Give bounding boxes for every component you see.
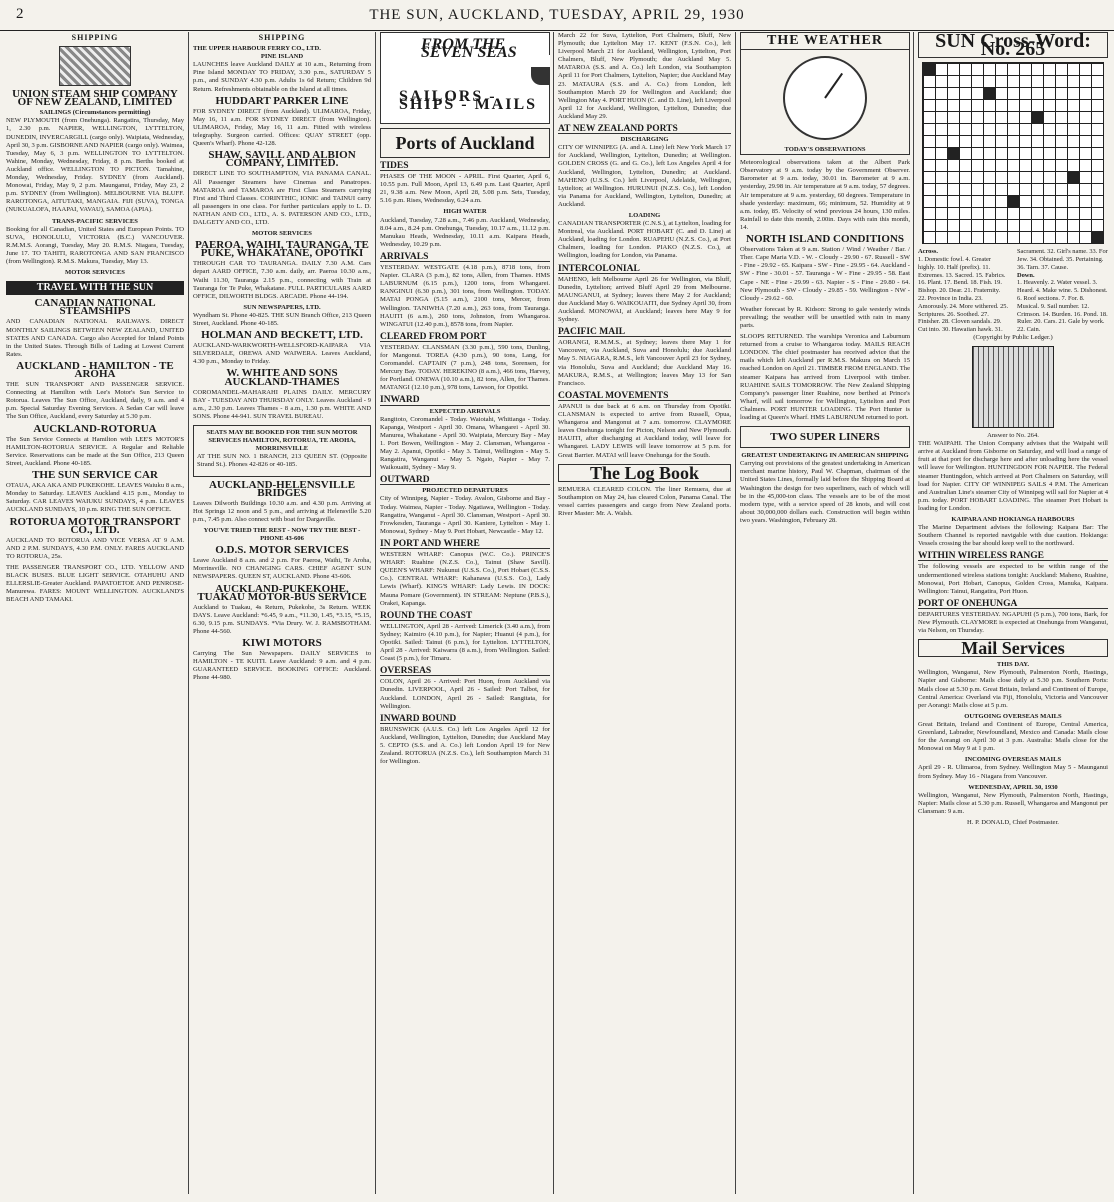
ods-title: O.D.S. MOTOR SERVICES [215, 544, 349, 557]
barometer-dial-icon [783, 56, 867, 140]
holman-beckett-text: AUCKLAND-WARKWORTH-WELLSFORD-KAIPARA VIA SILVERDALE, OREWA AND WAIWERA. Leaves Auckland, 4.30 p.m., Monday to Friday. [193, 342, 371, 366]
round-coast-text: WELLINGTON, April 28 - Arrived: Limerick (3.40 a.m.), from Sydney; Kaimiro (4.10 p.m.), for Napier; Huanui (4 p.m.), for Opotiki. Sailed: Tainui (6 p.m.), for Lyttelton. LYTTELTON, April 28 - Arrived: Kaiwarra (8 a.m.), from Wellington. Sailed: Coast (5 p.m.), for Timaru. [380, 622, 550, 663]
ni-conditions-text: Observations Taken at 9 a.m. Station / Wind / Weather / Bar. / Ther. Cape Maria V.D. - W. - Cloudy - 29.90 - 67. Russell - SW - Fine - 29.92 - 65. Kaipara - SW - Fine - 29.95 - 64. Auckland - SW - Fine - 30.01 - 57. Tauranga - W - Fine - 29.95 - 58. East Cape - NE - Fine - 29.99 - 63. Napier - S - Fine - 29.80 - 64. New Plymouth - SW - Cloudy - 29.85 - 59. Wellington - NW - Cloudy - 29.62 - 60. [740, 246, 910, 302]
observations-text: Meteorological observations taken at the Albert Park Observatory at 9 a.m. today by the Government Observer. Barometer at 9 a.m. today, 30.01 in. Barometer at 9 a.m. yesterday, 29.98 in. Air temperature at 9 a.m. today, 57 degrees. Air temperature at 9 a.m. yesterday, 60 degrees. Temperature in shade yesterday: maximum, 66; minimum, 52. Humidity at 9 a.m. today, 85. Velocity of wind previous 24 hours, 130 miles. Rainfall to date this month, 2.00in. Days with rain this month, 14. [740, 159, 910, 231]
ports-of-auckland-title: Ports of Auckland [380, 128, 550, 158]
nz-ports-header: AT NEW ZEALAND PORTS [558, 125, 731, 134]
wireless-text: The following vessels are expected to be within range of the undermentioned wireless stations tonight: Auckland: Maheno, Ruahine, Monowai, Port Hobart, Canopus, Golden Cross, Manuka, Kaipara. Wellington: Tainui, Rangatira, Port Huon. [918, 563, 1108, 595]
shaw-savill-title: SHAW, SAVILL AND ALBION COMPANY, LIMITED. [208, 149, 356, 170]
grid-block [947, 147, 959, 159]
crossword-copyright: (Copyright by Public Ledger.) [973, 333, 1053, 341]
answer-grid [972, 346, 1054, 428]
onehunga-header: PORT OF ONEHUNGA [918, 600, 1108, 609]
down-label: Down. [1017, 271, 1035, 279]
upper-harbour-title: THE UPPER HARBOUR FERRY CO., LTD. [193, 45, 321, 53]
incoming-mails-label: INCOMING OVERSEAS MAILS [964, 756, 1062, 764]
crossword-title: SUN Cross-Word: No. 265 [918, 32, 1108, 58]
column-rule [188, 32, 189, 1194]
inward-header: INWARD [380, 396, 550, 405]
seats-title: SEATS MAY BE BOOKED FOR THE SUN MOTOR SERVICES HAMILTON, ROTORUA, TE AROHA, MORRINSVILLE [206, 429, 358, 453]
overseas-text: COLON, April 26 - Arrived: Port Huon, from Auckland via Dunedin. LIVERPOOL, April 26 - Sailed: Port Talbot, for Auckland. LONDON, April 26 - Sailed: Rangitata, for Wellington. [380, 678, 550, 710]
column-crossword [918, 32, 1108, 1192]
loading-label: LOADING [628, 211, 661, 219]
sun-service-car-text: OTAUA, AKA AKA AND PUKEKOHE. LEAVES Waiuku 8 a.m., Monday to Saturday. LEAVES Auckland 4.15 p.m., Monday to Saturday. CAR LEAVES WAIUKU SUNDAYS, 4 p.m. LEAVES AUCKLAND SUNDAYS, 10 p.m. RING THE SUN OFFICE. [6, 482, 184, 514]
kaipara-title: KAIPARA AND HOKIANGA HARBOURS [951, 515, 1075, 523]
super-liners-box [740, 426, 910, 448]
expected-arrivals-text: Rangitoto, Coromandel - Today. Waiotahi, Whitianga - Today. Kapanga, Westport - April 30. Omana, Whangarei - April 30. Manurea, Whakatane - April 30. Waipiata, Mercury Bay - May 1. Port Bowen, Wellington - May 2. Clansman, Whangaroa - May 2. Apanui, Opotiki - May 3. Tainui, Wellington - May 5. Rangatira, Wanganui - May 5. Ngaio, Napier - May 7. Waikouaiti, Sydney - May 9. [380, 415, 550, 472]
this-day-label: THIS DAY. [996, 661, 1030, 669]
inward-bound-continued-text: March 22 for Suva, Lyttelton, Port Chalmers, Bluff, New Plymouth; due Lyttelton May 17. KENT (F.S.N. Co.), left Liverpool March 21 for Auckland, Wellington, Lyttelton, Port Chalmers, Bluff, New Plymouth; due Auckland May 5. MATAROA (S.S. and A. Co.) left London, via Southampton April 11 for Port Chalmers, Lyttelton, Napier; due Auckland May 23. MATAURA (S.S. and A. Co.) from London, left Southampton March 29 for Wellington and Auckland; due Wellington May 4. PORT HUON (C. and D. Line), left Liverpool April 12 for Auckland, Wellington, Lyttelton, Dunedin; due Auckland May 29. [558, 32, 731, 120]
union-title: UNION STEAM SHIP COMPANY OF NEW ZEALAND, LIMITED [12, 88, 178, 109]
answer-caption: Answer to No. 264. [987, 432, 1039, 440]
super-liners-title: TWO SUPER LINERS [770, 431, 880, 444]
section-header: SHIPPING [258, 33, 306, 42]
masthead [0, 0, 1114, 31]
expected-arrivals-label: EXPECTED ARRIVALS [429, 407, 501, 415]
loading-text: CANADIAN TRANSPORTER (C.N.S.), at Lyttelton, loading for Montreal, via Auckland. PORT HOBART (C. and D. Line) at Auckland, loading for London. RUAPEHU (N.Z.S. Co.), at Port Chalmers, loading for London. PIAKO (N.Z.S. Co.), at Wellington, loading for London, via Panama. [558, 220, 731, 260]
outward-header: OUTWARD [380, 476, 550, 485]
cleared-text: YESTERDAY. CLANSMAN (3.30 p.m.), 590 tons, Dunling, for Mangonui. TOREA (4.30 p.m.), 90 tons, Lang, for Coromandel. CAPTAIN (7 p.m.), 248 tons, Sorensen, for Mercury Bay. TODAY. HEREKINO (8 a.m.), 466 tons, Harvey, for Portland. ONEWA (10.10 a.m.), 82 tons, Allen, for Thames. MATANGI (12.10 p.m.), 978 tons, Lawson, for Opotiki. [380, 343, 550, 392]
canadian-national-text: AND CANADIAN NATIONAL RAILWAYS. DIRECT MONTHLY SAILINGS BETWEEN NEW ZEALAND, UNITED STATES AND CANADA. Cargo also Accepted for Inland Points in the United States. Through Bills of Lading at Lowest Current Rates. [6, 318, 184, 358]
tides-header: TIDES [380, 162, 550, 171]
helensville-title: AUCKLAND-HELENSVILLE BRIDGES [208, 478, 356, 499]
column-rule [553, 32, 554, 1194]
projected-departures-label: PROJECTED DEPARTURES [422, 487, 508, 495]
crossword-clues [918, 248, 1108, 334]
grid-block [923, 63, 935, 75]
intercolonial-text: MAHENO, left Melbourne April 26 for Wellington, via Bluff, Dunedin, Lyttelton; arrived Bluff April 29 from Melbourne. MAUNGANUI, at Sydney; leaves there May 2 for Auckland; due Auckland May 6. WAIKOUAITI, due Sydney April 30, from Auckland. MONOWAI, at Auckland; leaves here May 9 for Sydney. [558, 275, 731, 324]
passenger-transport-text: THE PASSENGER TRANSPORT CO., LTD. YELLOW AND BLACK BUSES. BLUE LIGHT SERVICE. OTAHUHU AND ELLERSLIE-Greater Auckland. PAPATOETOE AND PENROSE-Manurewa. FARES: MOUNT WELLINGTON. AUCKLAND'S BEACH AND TAMAKI. [6, 563, 184, 604]
grid-block [983, 87, 995, 99]
hamilton-text: THE SUN TRANSPORT AND PASSENGER SERVICE. Connecting at Hamilton with Lee's Motor's Sun Service to Rotorua. Leaves The Sun Office, Auckland, daily, 9 a.m. and 4 p.m. Special Saturday Evening Services. A Sedan Car will leave The Sun Office, Auckland, every Saturday at 5.30 p.m. [6, 381, 184, 421]
shipping-notes-text: SLOOPS RETURNED. The warships Veronica and Laburnum returned from a cruise to Whangaroa today. MAILS REACH LONDON. The chief postmaster has received advice that the mails which left Auckland per R.M.S. Makura on March 15 reached London on April 21. TIMBER FROM ENGLAND. The steamer Kaipara has arrived from Liverpool with timber. RUAHINE SAILS TOMORROW. The New Zealand Shipping Company's passenger liner Ruahine, now berthed at Prince's Wharf, will sail tomorrow for Wellington, Lyttelton and Port Chalmers. PORT HUNTER LOADING. The Port Hunter is loading at Queen's Wharf. HMS LABURNUM returned to port. [740, 333, 910, 421]
high-water-header: HIGH WATER [443, 208, 487, 216]
shipping-notes-text: THE WAIPAHI. The Union Company advises that the Waipahi will arrive at Auckland from Gisborne on Saturday, and will load a range of fruit at that port for discharge here and after unloading here the vessel will leave for Wellington. HUNTINGDON FOR NAPIER. The Federal steamer Huntingdon, which arrived at Port Chalmers on Saturday, will load for Napier. CITY OF WINNIPEG SAILS 4 P.M. The American and Australian Line's steamer City of Winnipeg will sail for Napier at 4 p.m. today. PORT HOBART LOADING. The steamer Port Hobart is loading for London. [918, 440, 1108, 512]
white-sons-title: W. WHITE AND SONS AUCKLAND-THAMES [224, 367, 340, 388]
page-number: 2 [16, 6, 25, 22]
inward-bound-text: BRUNSWICK (A.U.S. Co.) left Los Angeles April 12 for Auckland, Wellington, Lyttelton, Dunedin; due Auckland May 5. CEPTO (S.S. and A. Co.) left London April 19 for New Zealand. ROTORUA (N.Z.S. Co.), left Southampton March 31 for Wellington. [380, 725, 550, 766]
ni-conditions-title: NORTH ISLAND CONDITIONS [746, 233, 904, 246]
column-rule [913, 32, 914, 1194]
pine-island-title: PINE ISLAND [260, 53, 304, 61]
masthead-title: THE SUN, AUCKLAND, TUESDAY, APRIL 29, 1930 [369, 6, 745, 23]
kaipara-text: The Marine Department advises the following: Kaipara Bar: The Southern Channel is reported navigable with due caution. Hokianga: Vessels crossing the bar should keep well to the northward. [918, 524, 1108, 548]
column-rule [375, 32, 376, 1194]
forecast-text: Weather forecast by R. Kidson: Strong to gale westerly winds prevailing; the weather will be unsettled with rain in many parts. [740, 305, 910, 329]
seats-box [193, 425, 371, 476]
section-header: SHIPPING [71, 33, 119, 42]
undertaking-title: GREATEST UNDERTAKING IN AMERICAN SHIPPING [741, 452, 909, 460]
pacific-mail-header: PACIFIC MAIL [558, 328, 731, 337]
wireless-header: WITHIN WIRELESS RANGE [918, 552, 1108, 561]
column-nz-ports [558, 32, 731, 1192]
onehunga-text: DEPARTURES YESTERDAY. NGAPUHI (5 p.m.), 700 tons, Bark, for New Plymouth. CLAYMORE is expected at Onehunga from Wanganui, via Nelson, on Thursday. [918, 610, 1108, 635]
weather-title: THE WEATHER [741, 33, 909, 50]
high-water-text: Auckland, Tuesday, 7.28 a.m., 7.46 p.m. Auckland, Wednesday, 8.04 a.m., 8.24 p.m. Onehunga, Tuesday, 10.17 a.m., 11.12 p.m. Manukau Heads, Wednesday, 10.11 a.m. Kaipara Heads, Wednesday, 10.29 p.m. [380, 216, 550, 248]
in-port-header: IN PORT AND WHERE [380, 540, 550, 549]
overseas-header: OVERSEAS [380, 667, 550, 676]
crossword-grid[interactable] [922, 62, 1104, 244]
ods-text: Leave Auckland 8 a.m. and 2 p.m. For Paeroa, Waihi, Te Aroha, Morrinsville. NO CHANGING CARS. CHIEF AGENT SUN NEWSPAPERS. QUEEN ST, AUCKLAND. Phone 43-606. [193, 557, 371, 581]
across-clues: 1. Domestic fowl. 4. Greater highly. 10. Half (prefix). 11. Extremes. 13. Sacred. 15. Fabrics. 16. Plant. 17. Bend. 18. Fish. 19. Bishop. 20. Dear. 21. Fraternity. 22. Province in India. 23. Amorously. 24. More withered. 25. Scriptures. 26. Soothed. 27. Finisher. 28. Cloven sandals. 29. Cut into. 30. Hawaiian hawk. 31. Sacrament. 32. Girl's name. 33. For Jew. 34. Obtained. 35. Pertaining. 36. Tarn. 37. Cause. [918, 248, 1108, 334]
huddart-title: HUDDART PARKER LINE [215, 94, 349, 107]
arrivals-header: ARRIVALS [380, 253, 550, 262]
discharging-text: CITY OF WINNIPEG (A. and A. Line) left New York March 17 for Auckland, Wellington, Lyttelton, Dunedin; at Wellington. GOLDEN CROSS (G. and G. Co.), left Los Angeles April 4 for Auckland, Wellington, Lyttelton, Dunedin; at Auckland. MAHENO (U.S.S. Co.) left Liverpool, Adelaide, Wellington, Lyttelton; at Wellington. HURUNUI (N.Z.S. Co.), left London via Panama for Auckland, Wellington, Lyttelton, Dunedin; at Auckland. [558, 144, 731, 208]
paeroa-title: PAEROA, WAIHI, TAURANGA, TE PUKE, WHAKATANE, OPOTIKI [195, 239, 369, 260]
tried-rest-slogan: YOU'VE TRIED THE REST - NOW TRY THE BEST - PHONE 43-606 [203, 526, 361, 543]
motor-services-label: MOTOR SERVICES [65, 269, 125, 277]
sailings-label: SAILINGS (Circumstances permitting) [39, 109, 151, 117]
coastal-text: APANUI is due back at 6 a.m. on Thursday from Opotiki. CLANSMAN is expected to arrive from Russell, Opua, Whangaroa and Mangonui at 7 a.m. tomorrow. CLAYMORE leaves Onehunga tonight for Picton, Nelson and New Plymouth. HAUITI, after discharging at Auckland today, will leave for Whangarei. LADY LEWIS will leave tomorrow at 5 p.m. for Great Barrier. MATAI will leave Onehunga for the South. [558, 402, 731, 459]
huddart-text: FOR SYDNEY DIRECT (from Auckland). ULIMAROA, Friday, May 16, 11 a.m. FOR SYDNEY DIRECT (from Wellington). ULIMAROA, Friday, May 16, 11 a.m. Fitted with wireless telegraphy. Surgeon carried. Offices: QUAY STREET (opp. Queen's Wharf). Phone 42-128. [193, 107, 371, 148]
column-ports [380, 32, 550, 1192]
rotorua-motor-transport-text: AUCKLAND TO ROTORUA AND VICE VERSA AT 9 A.M. AND 2 P.M. SUNDAYS, 4.30 P.M. ONLY. FARES AUCKLAND TO ROTORUA, 25s. [6, 536, 184, 560]
canadian-national-title: CANADIAN NATIONAL STEAMSHIPS [34, 297, 156, 318]
super-liners-text: Carrying out provisions of the greatest undertaking in American merchant marine history, Paul W. Chapman, chairman of the United States Lines, formally laid before the Shipping Board at Washington the design for two superliners, each of which will be in the 45,000-ton class. The vessels are to be of the most modern type, with a service speed of 28 knots, and will cost about 30,000,000 dollars each. Construction will begin within two years. Washington, February 28. [740, 460, 910, 524]
seats-text: AT THE SUN NO. 1 BRANCH, 213 QUEEN ST. (Opposite Strand St.). Phones 42-826 or 40-185. [197, 453, 367, 469]
grid-block [1091, 231, 1103, 243]
hamilton-title: AUCKLAND - HAMILTON - TE AROHA [16, 359, 174, 380]
union-flag-icon [59, 46, 131, 86]
arrivals-text: YESTERDAY. WESTGATE (4.18 p.m.), 8718 tons, from Napier. CLARA (3 p.m.), 82 tons, Allen, from Thames. HMS LABURNUM (6.15 p.m.), 1200 tons, from Whangarei. RANGINUI (6.30 p.m.), 301 tons, from Wellington. TODAY. MATAI PONGA (5.15 a.m.), 2100 tons, Mercer, from Wellington. TANIWHA (7.20 a.m.), 263 tons, from Tauranga. HAUITI (6 a.m.), 260 tons, Johnston, from Whangaroa. WINGATUI (12.40 p.m.), 8578 tons, from Napier. [380, 264, 550, 328]
round-coast-header: ROUND THE COAST [380, 612, 550, 621]
cleared-header: CLEARED FROM PORT [380, 333, 550, 342]
inward-bound-header: INWARD BOUND [380, 715, 550, 724]
weather-box [740, 32, 910, 155]
union-sailings-text: NEW PLYMOUTH (from Onehunga). Rangatira, Thursday, May 1, 2.30 p.m. NAPIER, WELLINGTON, LYTTELTON, DUNEDIN, INVERCARGILL (cargo only). Waipiata, Wednesday, April 30, 3 p.m. GISBORNE AND NAPIER (cargo only). Waimea, Tuesday, May 6, 3 p.m. WELLINGTON TO LYTTELTON. Wahine, Monday, Wednesday, Friday, 8 p.m. Berths booked at Auckland office. WELLINGTON TO PICTON. Tamahine, Monday, Wednesday, Friday. SYDNEY (from Auckland). Monowai, Friday, May 9, 2 p.m. Maunganui, Friday, May 23, 2 p.m. SYDNEY (from Wellington). MELBOURNE VIA BLUFF. RAROTONGA, AITUTAKI, MANGAIA. FIJI (SUVA), TONGA (NUKUALOFA, HAAPAI, VAVAU), SAMOA (APIA). [6, 117, 184, 214]
pukekohe-title: AUCKLAND-PUKEKOHE, TUAKAU MOTOR-BUS SERVICE [197, 582, 367, 603]
kiwi-motors-text: Carrying The Sun Newspapers. DAILY SERVICES to HAMILTON - TE KUITI. Leave Auckland: 9 a.m. and 4 p.m. GUARANTEED SERVICE. BOOKING OFFICE: Auckland. Phone 44-980. [193, 650, 371, 682]
incoming-mails-text: April 29 - R. Ulimaroa, from Sydney. Wellington May 5 - Maunganui from Sydney. May 16 - Niagara from Vancouver. [918, 764, 1108, 780]
wednesday-label: WEDNESDAY, APRIL 30, 1930 [968, 783, 1058, 791]
grid-block [1067, 171, 1079, 183]
paeroa-text: THROUGH CAR TO TAURANGA. DAILY 7.30 A.M. Cars depart AARD OFFICE, 7.30 a.m. daily, arr. Paeroa 10.30 a.m., Waihi 11.30, Tauranga 2.15 p.m., connecting with Train at Tauranga for Te Puke, Whakatane. FULL PARTICULARS AARD OFFICE, DILWORTH BLDGS. ARCADE. Phone 44-194. [193, 260, 371, 300]
outgoing-mails-text: Great Britain, Ireland and Continent of Europe, Central America, Greenland, Labrador, Newfoundland, Mexico and Canada: Mails close for the Aorangi on April 30 at 3 p.m. Australia: Mails close for the Monowai on May 9 at 1 p.m. [918, 720, 1108, 753]
white-sons-text: COROMANDEL-MAHARAHI PLAINS DAILY. MERCURY BAY - TUESDAY AND THURSDAY ONLY. Leaves Auckland - 9 a.m., 2.30 p.m. Leaves Thames - 8 a.m., 1.30 p.m. WHITE AND SONS. Phone 44-941. SUN TRAVEL BUREAU. [193, 388, 371, 420]
kiwi-motors-title: KIWI MOTORS [242, 637, 322, 650]
column-rule [735, 32, 736, 1194]
projected-departures-text: City of Winnipeg, Napier - Today. Avalon, Gisborne and Bay - Today. Waimea, Napier - Today. Ngatiawa, Wellington - Today. Rangatira, Wanganui - April 30. Clansman, Westport - April 30. Frowkesden, Tauranga - April 30. Kaniere, Lyttelton - May 1. Monowai, Sydney - May 9. Port Hobart, Newcastle - May 12. [380, 495, 550, 535]
motor-services-label: MOTOR SERVICES [252, 230, 312, 238]
pukekohe-text: Auckland to Tuakau, 4s Return, Pukekohe, 3s Return. WEEK DAYS. Leave Auckland: *6.45, 9 a.m., *11.30, 1.45, *3.15, *5.15, 6.30, 9.15 p.m. SUNDAYS. *Via Drury. W. J. RAMSBOTHAM. Phone 44-560. [193, 603, 371, 635]
seven-seas-title: FROM THE SEVEN SEAS [421, 36, 517, 62]
shaw-savill-text: DIRECT LINE TO SOUTHAMPTON, VIA PANAMA CANAL. All Passenger Steamers have Cinemas and Panatropes. MATAROA and TAMAROA are First Class Steamers carrying First and Third Classes. CORINTHIC, IONIC and TAINUI carry all passengers in one class. For further particulars apply to L. D. NATHAN AND CO., LTD., A. S. PATERSON AND CO., LTD., DALGETY AND CO., LTD. [193, 170, 371, 226]
grid-block [1031, 111, 1043, 123]
discharging-label: DISCHARGING [620, 136, 669, 144]
trans-pacific-label: TRANS-PACIFIC SERVICES [52, 217, 138, 225]
rotorua-motor-transport-title: ROTORUA MOTOR TRANSPORT CO., LTD. [9, 515, 181, 536]
holman-beckett-title: HOLMAN AND BECKETT, LTD. [201, 329, 363, 342]
pacific-mail-text: AORANGI, R.M.M.S., at Sydney; leaves there May 1 for Vancouver, via Auckland, Suva and Honolulu; due Auckland May 5. NIAGARA, R.M.S., left Vancouver April 23 for Sydney, via Honolulu, Suva and Auckland; due Auckland May 16. MAKURA, R.M.S., at Wellington; leaves May 13 for San Francisco. [558, 339, 731, 387]
trans-pacific-text: Booking for all Canadian, United States and European Points. TO SUVA, HONOLULU, VICTORIA (B.C.) VANCOUVER. R.M.M.S. Aorangi, Tuesday, May 20. R.M.S. Niagara, Tuesday, June 17. TO TAHITI, RAROTONGA AND SAN FRANCISCO (from Wellington). R.M.S. Makura, Tuesday, May 13. [6, 225, 184, 265]
log-book-text: REMUERA CLEARED COLON. The liner Remuera, due at Southampton on May 24, has cleared Colon, Panama Canal. The vessel carries passengers and cargo from New Zealand ports. River Master: Mr. A. Walsh. [558, 485, 731, 517]
postmaster-signature: H. P. DONALD, Chief Postmaster. [967, 818, 1059, 826]
sun-newspapers-text: Wyndham St. Phone 40-825. THE SUN Branch Office, 213 Queen Street, Auckland. Phone 40-185. [193, 311, 371, 327]
outgoing-mails-label: OUTGOING OVERSEAS MAILS [964, 712, 1062, 720]
observations-label: TODAY'S OBSERVATIONS [784, 146, 866, 154]
sun-newspapers-title: SUN NEWSPAPERS, LTD. [243, 303, 321, 311]
sun-service-car-title: THE SUN SERVICE CAR [32, 469, 158, 482]
mail-services-title: Mail Services [918, 639, 1108, 657]
column-weather [740, 32, 910, 1192]
column-shipping-1 [6, 32, 184, 1192]
log-book-title: The Log Book [558, 464, 731, 482]
grid-block [1007, 195, 1019, 207]
moon-phases-text: PHASES OF THE MOON - APRIL. First Quarter, April 6, 10.55 p.m. Full Moon, April 13, 6.49 p.m. Last Quarter, April 21, 9.38 a.m. New Moon, April 28, 5.08 p.m. Sets, Tuesday, 5.16 p.m. Rises, Wednesday, 6.24 a.m. [380, 173, 550, 205]
wednesday-text: Wellington, Wanganui, New Plymouth, Palmerston North, Hastings, Napier: Mails close at 5.30 p.m. Russell, Whangaroa and Mangonui per Clansman: 9 a.m. [918, 791, 1108, 815]
coastal-header: COASTAL MOVEMENTS [558, 392, 731, 401]
helensville-text: Leaves Dilworth Buildings 10.30 a.m. and 4.30 p.m. Arriving at Hot Springs 12 noon and 5 p.m., and arriving at Helensville 5.20 p.m., 7.45 p.m. Also connect with boat for Dargaville. [193, 499, 371, 523]
seven-seas-banner [380, 32, 550, 124]
intercolonial-header: INTERCOLONIAL [558, 265, 731, 274]
this-day-text: Wellington, Wanganui, New Plymouth, Palmerston North, Hastings, Napier and Gisborne: Mails close daily at 5.30 p.m. Southern Ports: Mails close at 5.30 p.m. Great Britain, Ireland and Continent of Europe, Central America: Overland via Fiji, Honolulu, Victoria and Vancouver per Aorangi: Mails close at 5 p.m. [918, 669, 1108, 709]
in-port-text: WESTERN WHARF: Canopus (W.C. Co.). PRINCE'S WHARF: Ruahine (N.Z.S. Co.), Tainui (Shaw Savill). QUEEN'S WHARF: Nukunui (U.S.S. Co.), Port Hobart (C.S.S. Co.). CENTRAL WHARF: Kahanawa (U.S.S. Co.), Lady Lewis (Wharf). KING'S WHARF: Lady Lewis. IN DOCK: Mauna Pomare (Government). IN STREAM: Neptune (P.B.S.), Orakei, Kapanga. [380, 551, 550, 607]
travel-banner: TRAVEL WITH THE SUN [6, 281, 184, 295]
column-shipping-2 [193, 32, 371, 1192]
rotorua-text: The Sun Service Connects at Hamilton with LEE'S MOTOR'S HAMILTON-ROTORUA SERVICE. A Regular and Reliable Service. Reservations can be made at the Sun Office, 213 Queen Street, Auckland. Phone 40-185. [6, 435, 184, 467]
rotorua-title: AUCKLAND-ROTORUA [33, 422, 157, 435]
pine-island-text: LAUNCHES leave Auckland DAILY at 10 a.m., Returning from Pine Island MONDAY TO FRIDAY, 3.30 p.m., SATURDAY 5 p.m., and SUNDAY 4.30 p.m. Adults 1s 6d Return; Children 9d Return. Refreshments obtainable on the Island at all times. [193, 61, 371, 93]
across-label: Across. [918, 248, 938, 256]
seven-seas-subtitle: SAILORS - SHIPS - MAILS [399, 88, 538, 114]
ship-icon [531, 55, 550, 85]
down-clues: 1. Heavenly. 2. Water vessel. 3. Heard. 4. Make wine. 5. Dishonest. 6. Roof sections. 7. For. 8. Musical. 9. Sail number. 12. Crimson. 14. Burden. 16. Pond. 18. Ruler. 20. Cars. 21. Gale by work. 22. Cain. [1017, 279, 1108, 334]
